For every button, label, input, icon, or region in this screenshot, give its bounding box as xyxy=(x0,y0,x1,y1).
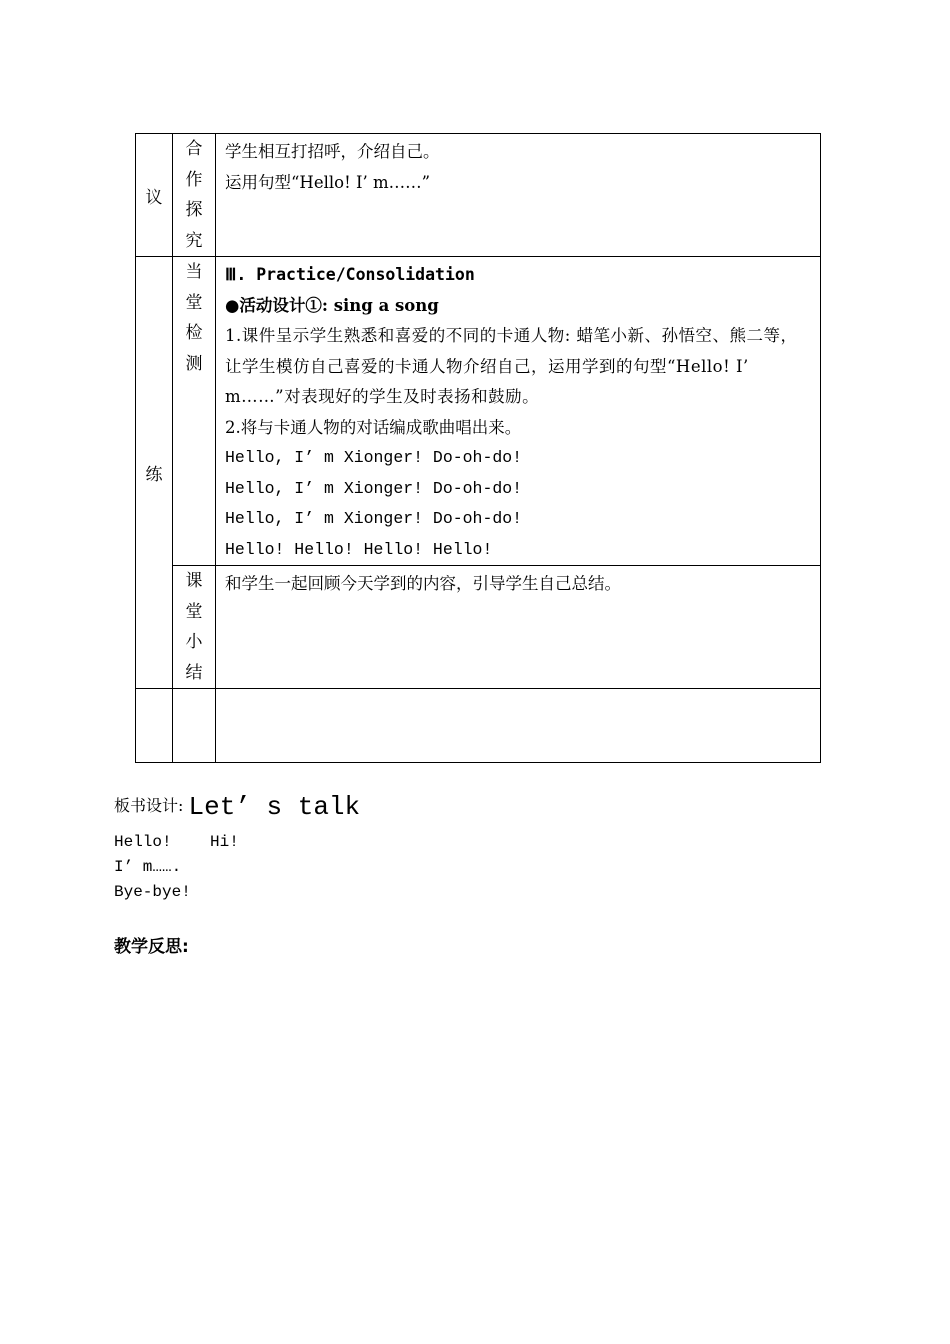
song-line: Hello, I’ m Xionger! Do-oh-do! xyxy=(225,478,523,498)
section-heading: Ⅲ. Practice/Consolidation xyxy=(225,265,475,284)
substage-char: 堂 xyxy=(185,601,203,622)
empty-cell xyxy=(173,689,216,763)
substage-char: 小 xyxy=(185,632,203,652)
substage-char: 当 xyxy=(185,262,203,282)
board-design-heading xyxy=(114,792,360,822)
activity-paragraph: 2.将与卡通人物的对话编成歌曲唱出来。 xyxy=(225,417,522,437)
empty-cell xyxy=(136,689,173,763)
content-cell xyxy=(216,257,821,566)
content-line: 运用句型“Hello! I’ m……” xyxy=(225,172,431,192)
substage-char: 结 xyxy=(185,662,203,683)
song-line: Hello, I’ m Xionger! Do-oh-do! xyxy=(225,448,523,467)
substage-cell xyxy=(173,257,216,566)
board-line: I’ m……. xyxy=(114,858,182,876)
board-design-label: 板书设计: xyxy=(114,796,184,815)
teaching-reflection-label: 教学反思: xyxy=(114,937,189,957)
substage-char: 合 xyxy=(185,139,203,159)
board-line: Hello! Hi! xyxy=(114,833,239,851)
song-line: Hello! Hello! Hello! Hello! xyxy=(225,539,493,559)
substage-char: 堂 xyxy=(185,292,203,313)
table-row xyxy=(136,257,821,566)
substage-cell xyxy=(173,566,216,689)
substage-char: 测 xyxy=(185,353,203,374)
substage-char: 课 xyxy=(185,571,203,591)
lesson-plan-table xyxy=(135,133,821,763)
substage-cell xyxy=(173,134,216,257)
stage-cell xyxy=(136,134,173,257)
substage-char: 作 xyxy=(185,169,203,190)
stage-label: 议 xyxy=(145,187,163,208)
substage-char: 探 xyxy=(185,200,203,220)
substage-char: 检 xyxy=(185,323,203,343)
table-row xyxy=(136,689,821,763)
song-line: Hello, I’ m Xionger! Do-oh-do! xyxy=(225,509,523,528)
table-row xyxy=(136,134,821,257)
content-line: 学生相互打招呼，介绍自己。 xyxy=(225,142,440,161)
stage-cell xyxy=(136,257,173,689)
board-design-title: Let’ s talk xyxy=(188,792,361,822)
empty-cell xyxy=(216,689,821,763)
table-row xyxy=(136,566,821,689)
activity-paragraph: 1.课件呈示学生熟悉和喜爱的不同的卡通人物: 蜡笔小新、孙悟空、熊二等，让学生模仿自己喜爱的卡通人物介绍自己，运用学到的句型“Hello! I’ m……”对表现好的学生及时表扬和鼓励。 xyxy=(225,326,798,406)
board-line: Bye-bye! xyxy=(114,883,191,901)
activity-title: ●活动设计①: sing a song xyxy=(225,295,439,315)
content-line: 和学生一起回顾今天学到的内容，引导学生自己总结。 xyxy=(225,574,621,593)
content-cell xyxy=(216,566,821,689)
substage-char: 究 xyxy=(185,230,203,251)
stage-label: 练 xyxy=(145,465,163,485)
content-cell xyxy=(216,134,821,257)
